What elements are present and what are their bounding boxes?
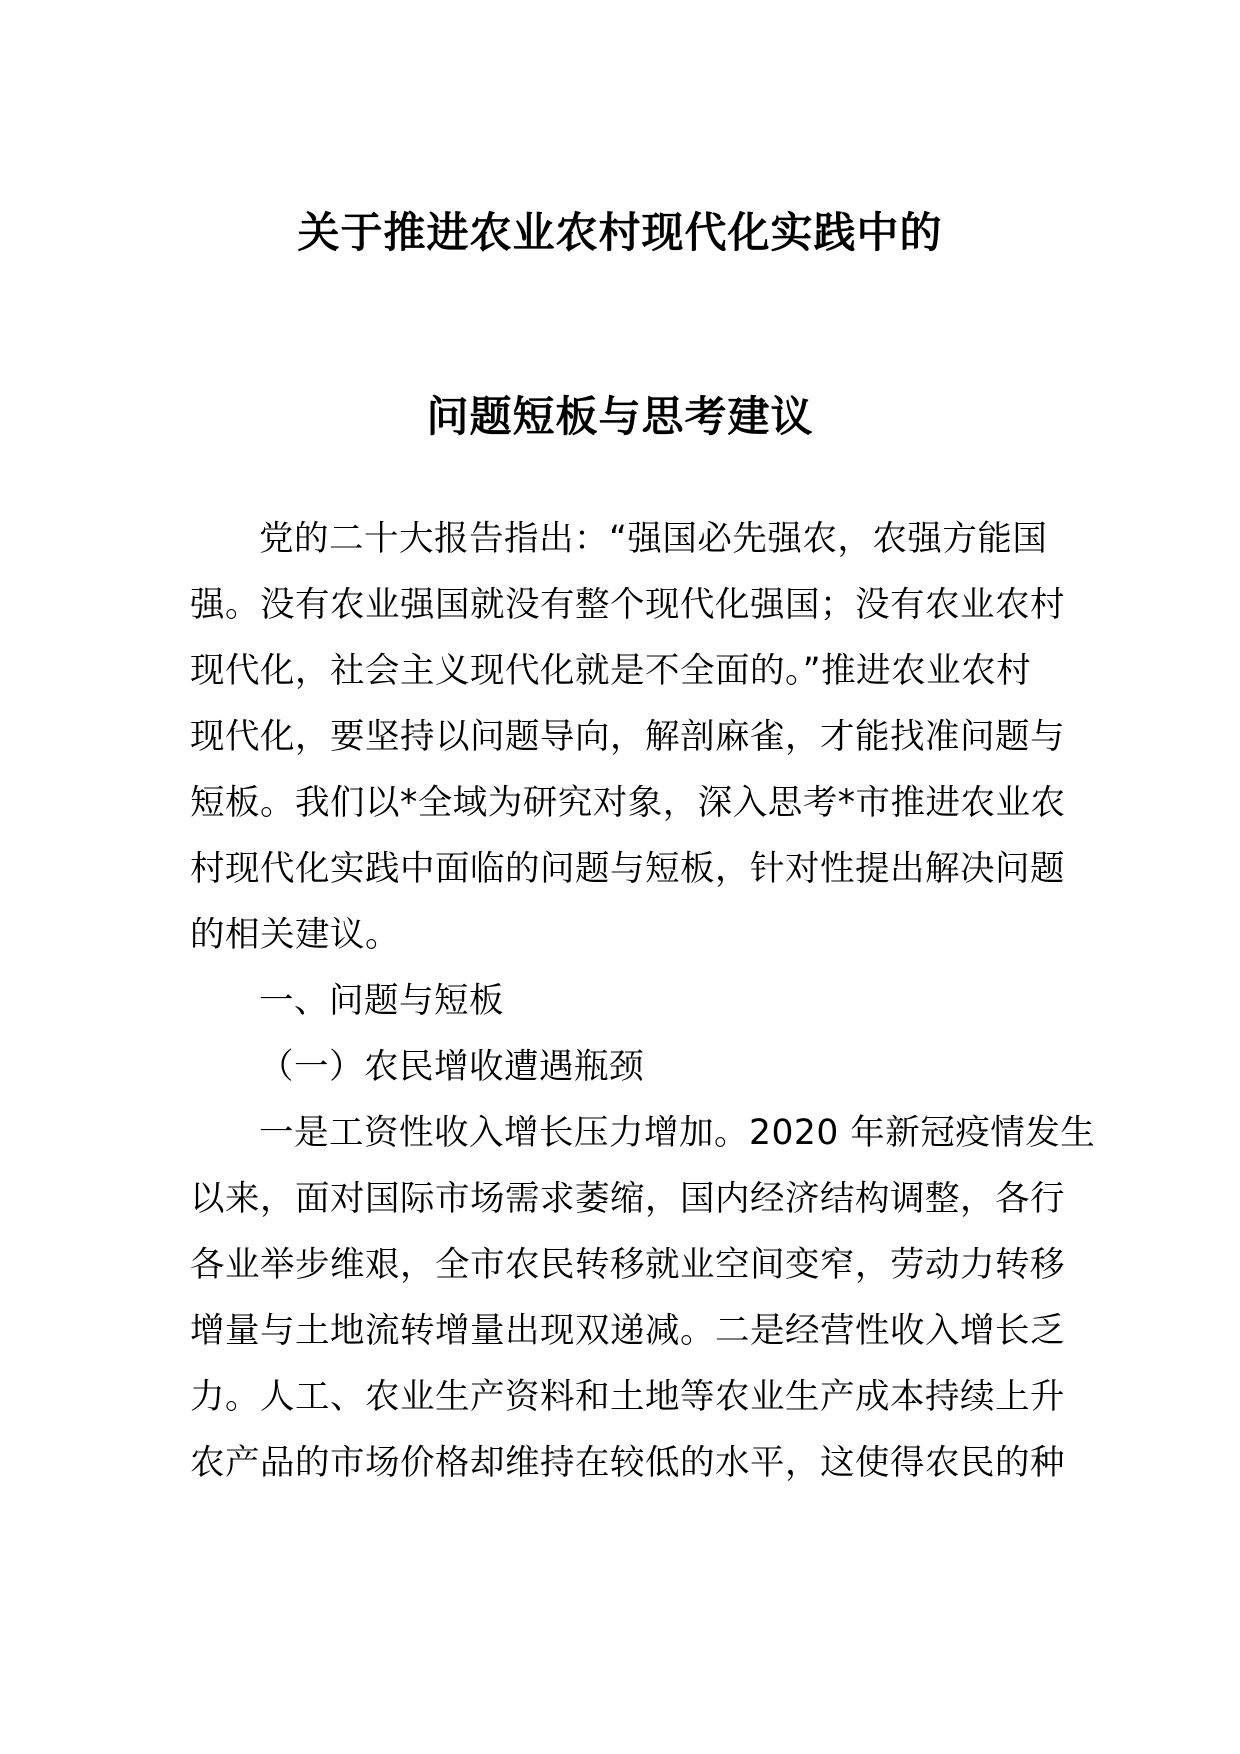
document-title-line-2: 问题短板与思考建议 xyxy=(426,392,814,441)
paragraph-line: 各业举步维艰，全市农民转移就业空间变窄，劳动力转移 xyxy=(190,1245,1065,1285)
document-body xyxy=(190,506,1096,1496)
paragraph-line: 农产品的市场价格却维持在较低的水平，这使得农民的种 xyxy=(190,1443,1065,1483)
document-title-line-1: 关于推进农业农村现代化实践中的 xyxy=(297,208,943,257)
paragraph-line: 村现代化实践中面临的问题与短板，针对性提出解决问题 xyxy=(190,849,1065,889)
paragraph-line: 现代化，要坚持以问题导向，解剖麻雀，才能找准问题与 xyxy=(190,717,1065,757)
paragraph-line: 现代化，社会主义现代化就是不全面的。”推进农业农村 xyxy=(190,651,1032,691)
paragraph-line: 的相关建议。 xyxy=(190,915,400,955)
paragraph-line: 力。人工、农业生产资料和土地等农业生产成本持续上升 xyxy=(190,1377,1065,1417)
paragraph-line: 以来，面对国际市场需求萎缩，国内经济结构调整，各行 xyxy=(190,1179,1065,1219)
paragraph-line: 短板。我们以*全域为研究对象，深入思考*市推进农业农 xyxy=(190,783,1066,823)
paragraph-line: 增量与土地流转增量出现双递减。二是经营性收入增长乏 xyxy=(190,1311,1065,1351)
paragraph-line: 强。没有农业强国就没有整个现代化强国；没有农业农村 xyxy=(190,585,1065,625)
section-heading: 一、问题与短板 xyxy=(259,981,504,1021)
subsection-heading: （一）农民增收遭遇瓶颈 xyxy=(259,1047,644,1087)
paragraph-line: 一是工资性收入增长压力增加。2020 年新冠疫情发生 xyxy=(259,1113,1096,1153)
paragraph-line: 党的二十大报告指出：“强国必先强农，农强方能国 xyxy=(259,519,1048,559)
